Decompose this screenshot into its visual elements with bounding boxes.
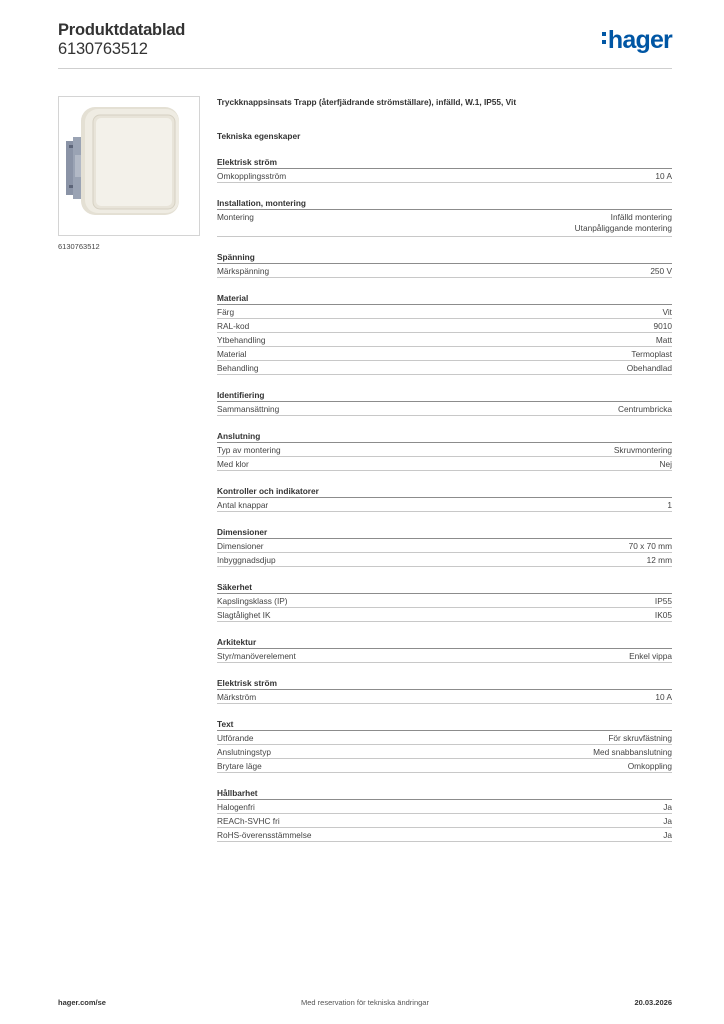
spec-label: Dimensioner (217, 541, 264, 551)
spec-value-line: IK05 (654, 610, 672, 620)
spec-sections (217, 156, 672, 842)
spec-value (662, 307, 672, 318)
spec-value-line: Ja (663, 816, 672, 826)
spec-value-line: Ja (663, 830, 672, 840)
spec-section (217, 292, 672, 375)
spec-row (217, 402, 672, 416)
spec-value-line: 1 (667, 500, 672, 510)
spec-section (217, 389, 672, 416)
spec-section (217, 636, 672, 663)
spec-row (217, 347, 672, 361)
spec-label: Sammansättning (217, 404, 280, 414)
spec-value-line: Ja (663, 802, 672, 812)
section-title: Identifiering (217, 389, 672, 402)
spec-value-line: För skruvfästning (608, 733, 672, 743)
spec-label: Slagtålighet IK (217, 610, 271, 620)
spec-row (217, 361, 672, 375)
spec-label: Typ av montering (217, 445, 281, 455)
technical-heading: Tekniska egenskaper (217, 131, 301, 141)
spec-value (593, 747, 672, 758)
spec-label: Anslutningstyp (217, 747, 271, 757)
spec-row (217, 553, 672, 567)
spec-value (575, 212, 672, 234)
spec-content (217, 96, 672, 842)
spec-section (217, 430, 672, 471)
section-title: Elektrisk ström (217, 156, 672, 169)
logo-dots-icon (602, 32, 606, 48)
spec-row (217, 443, 672, 457)
spec-value-line: 12 mm (646, 555, 672, 565)
spec-label: Behandling (217, 363, 259, 373)
spec-label: Utförande (217, 733, 254, 743)
section-title: Hållbarhet (217, 787, 672, 800)
spec-value-line: Enkel vippa (629, 651, 672, 661)
section-title: Material (217, 292, 672, 305)
spec-value-line: 10 A (655, 171, 672, 181)
spec-label: Färg (217, 307, 235, 317)
spec-row (217, 333, 672, 347)
spec-value-line: Vit (662, 307, 672, 317)
spec-section (217, 197, 672, 237)
spec-value-line: Matt (655, 335, 672, 345)
spec-value (618, 404, 672, 415)
spec-value (629, 541, 672, 552)
section-title: Elektrisk ström (217, 677, 672, 690)
spec-value (655, 171, 672, 182)
spec-value (663, 830, 672, 841)
spec-value (629, 651, 672, 662)
spec-value-line: Utanpåliggande montering (574, 223, 672, 233)
spec-row (217, 210, 672, 237)
spec-value (654, 321, 672, 332)
footer-website: hager.com/se (58, 998, 106, 1007)
spec-value-line: Centrumbricka (618, 404, 672, 414)
spec-label: Material (217, 349, 247, 359)
spec-value-line: 250 V (650, 266, 672, 276)
spec-row (217, 498, 672, 512)
spec-label: Märkspänning (217, 266, 270, 276)
section-title: Dimensioner (217, 526, 672, 539)
spec-row (217, 759, 672, 773)
spec-section (217, 485, 672, 512)
spec-row (217, 305, 672, 319)
spec-value (663, 816, 672, 827)
spec-value (631, 349, 672, 360)
section-title: Spänning (217, 251, 672, 264)
spec-label: RAL-kod (217, 321, 250, 331)
spec-row (217, 814, 672, 828)
spec-row (217, 594, 672, 608)
spec-value (627, 363, 672, 374)
product-title: Tryckknappsinsats Trapp (återfjädrande strömställare), infälld, W.1, IP55, Vit (217, 97, 517, 107)
spec-label: Omkopplingsström (217, 171, 287, 181)
spec-row (217, 169, 672, 183)
product-image (58, 96, 200, 236)
document-title: Produktdatablad (58, 21, 186, 39)
spec-label: Halogenfri (217, 802, 255, 812)
spec-value (656, 335, 672, 346)
spec-row (217, 828, 672, 842)
spec-row (217, 800, 672, 814)
spec-value-line: 10 A (655, 692, 672, 702)
spec-value (650, 266, 672, 277)
product-number: 6130763512 (58, 40, 148, 58)
footer (58, 998, 672, 1008)
spec-value (660, 459, 672, 470)
spec-value-line: Med snabbanslutning (593, 747, 672, 757)
footer-date: 20.03.2026 (634, 998, 672, 1007)
footer-disclaimer: Med reservation för tekniska ändringar (301, 998, 429, 1007)
spec-label: RoHS-överensstämmelse (217, 830, 312, 840)
push-button-insert-icon (59, 97, 199, 235)
spec-row (217, 319, 672, 333)
spec-row (217, 649, 672, 663)
spec-label: Brytare läge (217, 761, 262, 771)
spec-row (217, 745, 672, 759)
spec-value-line: 9010 (653, 321, 672, 331)
spec-value-line: Infälld montering (610, 212, 672, 222)
spec-label: Inbyggnadsdjup (217, 555, 276, 565)
section-title: Anslutning (217, 430, 672, 443)
spec-section (217, 677, 672, 704)
spec-value-line: Obehandlad (626, 363, 672, 373)
image-caption: 6130763512 (58, 242, 100, 251)
hager-logo (602, 27, 672, 53)
spec-label: REACh-SVHC fri (217, 816, 280, 826)
spec-value (608, 733, 672, 744)
spec-section (217, 581, 672, 622)
logo-text: hager (607, 26, 672, 54)
spec-label: Styr/manöverelement (217, 651, 296, 661)
section-title: Arkitektur (217, 636, 672, 649)
spec-row (217, 731, 672, 745)
spec-value (667, 500, 672, 511)
spec-label: Ytbehandling (217, 335, 266, 345)
spec-row (217, 457, 672, 471)
section-title: Säkerhet (217, 581, 672, 594)
spec-row (217, 264, 672, 278)
spec-value-line: IP55 (654, 596, 672, 606)
spec-value-line: Nej (659, 459, 672, 469)
header-divider (58, 68, 672, 69)
spec-value-line: 70 x 70 mm (628, 541, 672, 551)
spec-value (663, 802, 672, 813)
spec-label: Märkström (217, 692, 257, 702)
spec-label: Kapslingsklass (IP) (217, 596, 288, 606)
spec-section (217, 156, 672, 183)
section-title: Text (217, 718, 672, 731)
spec-value-line: Omkoppling (627, 761, 672, 771)
spec-section (217, 718, 672, 773)
spec-section (217, 787, 672, 842)
spec-value (655, 692, 672, 703)
spec-value-line: Skruvmontering (613, 445, 672, 455)
spec-value (655, 610, 672, 621)
spec-section (217, 526, 672, 567)
spec-label: Med klor (217, 459, 249, 469)
section-title: Kontroller och indikatorer (217, 485, 672, 498)
spec-row (217, 608, 672, 622)
spec-value (647, 555, 672, 566)
spec-row (217, 690, 672, 704)
spec-value-line: Termoplast (631, 349, 672, 359)
section-title: Installation, montering (217, 197, 672, 210)
spec-label: Montering (217, 212, 254, 222)
spec-value (614, 445, 672, 456)
spec-row (217, 539, 672, 553)
spec-label: Antal knappar (217, 500, 269, 510)
spec-value (628, 761, 672, 772)
spec-value (655, 596, 672, 607)
spec-section (217, 251, 672, 278)
